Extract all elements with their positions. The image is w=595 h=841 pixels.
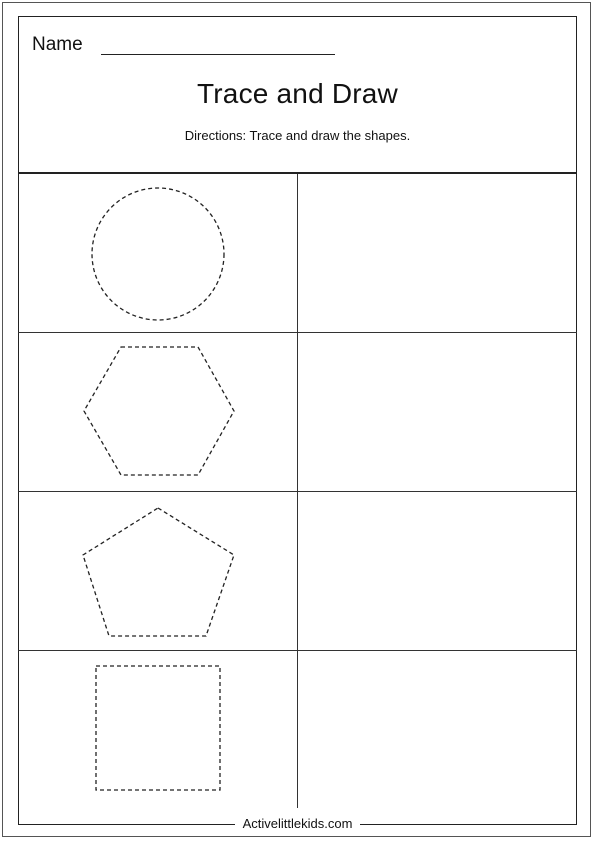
footer-site-label: Activelittlekids.com xyxy=(235,816,361,831)
hexagon-icon[interactable] xyxy=(84,347,234,475)
shape-grid xyxy=(18,174,577,808)
footer-site xyxy=(0,816,595,831)
circle-icon[interactable] xyxy=(92,188,224,320)
page-title: Trace and Draw xyxy=(197,78,398,109)
trace-shapes xyxy=(18,174,577,808)
directions-text: Directions: Trace and draw the shapes. xyxy=(184,128,411,143)
square-icon[interactable] xyxy=(96,666,220,790)
name-write-line[interactable] xyxy=(101,54,335,55)
pentagon-icon[interactable] xyxy=(83,508,234,636)
name-label: Name xyxy=(32,34,83,55)
